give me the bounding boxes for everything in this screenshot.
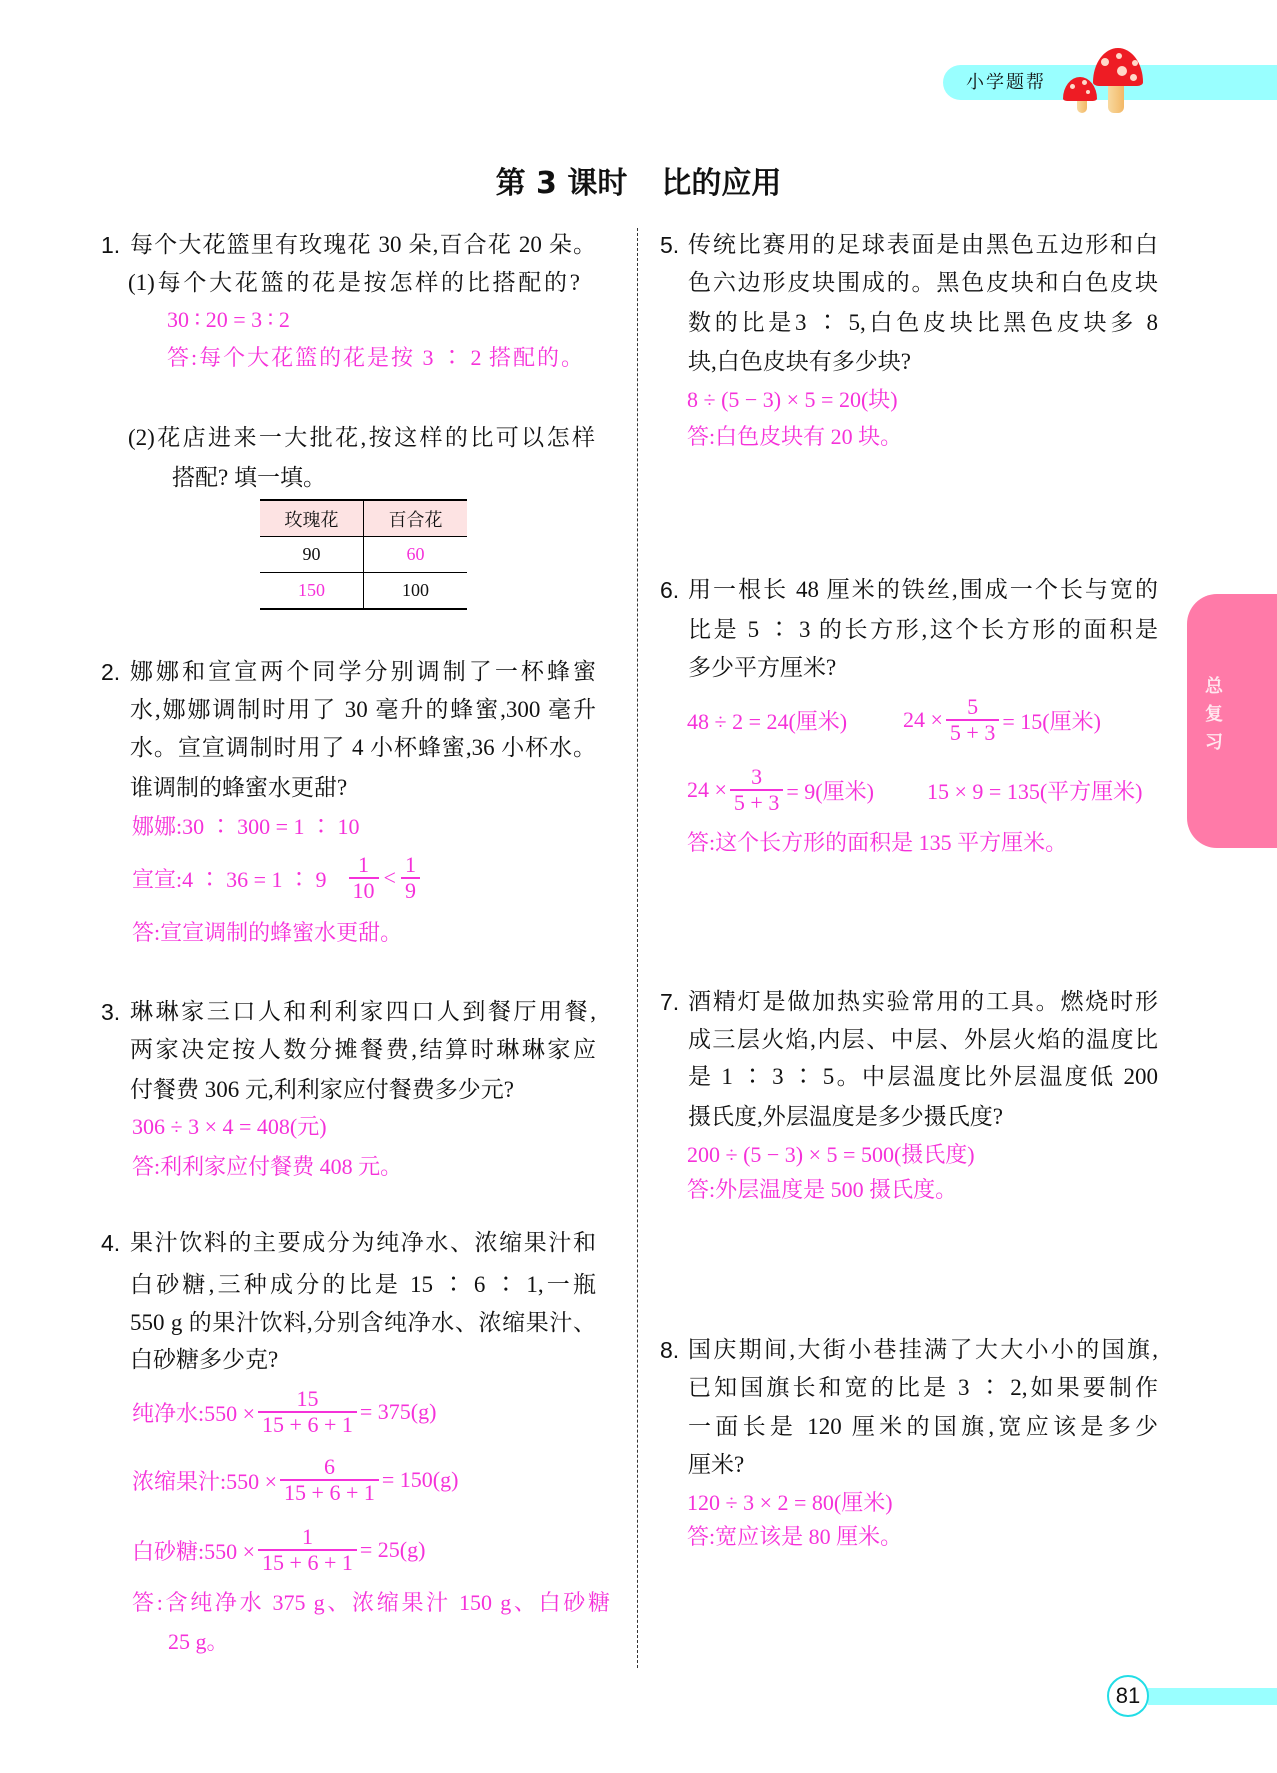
answer-conclusion: 答:含纯净水 375 g、浓缩果汁 150 g、白砂糖 [132, 1590, 610, 1615]
work-suffix: = 150(g) [381, 1467, 459, 1492]
fraction-denominator: 15 + 6 + 1 [258, 1411, 357, 1437]
question-text: 白砂糖多少克? [130, 1347, 279, 1372]
fraction [946, 695, 999, 745]
question-text: 已知国旗长和宽的比是 3 ∶ 2,如果要制作 [688, 1375, 1158, 1400]
problem-number: 6. [660, 577, 680, 603]
problem-number: 2. [101, 659, 121, 685]
fraction [401, 853, 420, 903]
answer-work [687, 765, 874, 815]
problem-number: 5. [660, 232, 680, 258]
work-prefix: 纯净水:550 × [132, 1400, 256, 1426]
question-text: 酒精灯是做加热实验常用的工具。燃烧时形 [688, 989, 1158, 1014]
column-header-lily: 百合花 [364, 500, 468, 537]
work-step: 15 × 9 = 135(平方厘米) [927, 778, 1143, 804]
subquestion-text: (2)花店进来一大批花,按这样的比可以怎样 [128, 425, 595, 450]
topic-label: 比的应用 [661, 166, 782, 201]
fraction-numerator: 15 [296, 1386, 319, 1411]
table-cell: 100 [364, 573, 468, 610]
subquestion-text: (1)每个大花篮的花是按怎样的比搭配的? [128, 270, 580, 295]
fraction-numerator: 1 [358, 852, 370, 877]
problem-number: 4. [101, 1230, 121, 1256]
work-suffix: = 9(厘米) [786, 778, 874, 804]
question-text: 付餐费 306 元,利利家应付餐费多少元? [130, 1077, 514, 1102]
answer-conclusion: 答:宣宣调制的蜂蜜水更甜。 [132, 920, 403, 945]
question-text: 块,白色皮块有多少块? [688, 349, 911, 374]
page-title [0, 166, 1277, 202]
work-suffix: = 25(g) [359, 1537, 426, 1562]
answer-conclusion: 答:外层温度是 500 摄氏度。 [687, 1177, 958, 1202]
question-text: 白砂糖,三种成分的比是 15 ∶ 6 ∶ 1,一瓶 [130, 1272, 596, 1297]
section-side-tab-label: 总复习 [1202, 676, 1223, 760]
answer-conclusion: 25 g。 [168, 1629, 229, 1654]
answer-work [927, 765, 1142, 815]
question-text: 比是 5 ∶ 3 的长方形,这个长方形的面积是 [688, 617, 1158, 642]
table-header-row [260, 500, 467, 537]
answer-work: 8 ÷ (5 − 3) × 5 = 20(块) [687, 387, 898, 412]
problem-number: 7. [660, 989, 680, 1015]
answer-work-comparison [132, 853, 423, 903]
page-number-bar [1148, 1688, 1277, 1705]
fraction-numerator: 3 [751, 764, 763, 789]
work-prefix: 24 × [687, 777, 727, 802]
work-suffix: = 375(g) [359, 1399, 437, 1424]
answer-conclusion: 答:这个长方形的面积是 135 平方厘米。 [687, 830, 1068, 855]
fraction [349, 853, 379, 903]
question-text: 一面长是 120 厘米的国旗,宽应该是多少 [688, 1414, 1158, 1439]
problem-number: 8. [660, 1337, 680, 1363]
question-text: 用一根长 48 厘米的铁丝,围成一个长与宽的 [688, 577, 1158, 602]
answer-work: 120 ÷ 3 × 2 = 80(厘米) [687, 1490, 893, 1515]
problem-number: 1. [101, 232, 121, 258]
question-text: 传统比赛用的足球表面是由黑色五边形和白 [688, 232, 1158, 257]
answer-work [132, 1525, 425, 1575]
lesson-label: 第 3 课时 [495, 166, 628, 201]
comparison-operator: < [383, 865, 396, 890]
answer-conclusion: 答:白色皮块有 20 块。 [687, 424, 903, 449]
answer-conclusion: 答:利利家应付餐费 408 元。 [132, 1154, 403, 1179]
fraction-denominator: 5 + 3 [730, 789, 783, 815]
question-text: 多少平方厘米? [688, 655, 837, 680]
answer-work: 娜娜:30 ∶ 300 = 1 ∶ 10 [132, 814, 360, 839]
question-text: 娜娜和宣宣两个同学分别调制了一杯蜂蜜 [130, 659, 596, 684]
fraction-denominator: 15 + 6 + 1 [280, 1479, 379, 1505]
answer-work [132, 1455, 458, 1505]
work-prefix: 白砂糖:550 × [132, 1538, 256, 1564]
question-text: 成三层火焰,内层、中层、外层火焰的温度比 [688, 1027, 1158, 1052]
fraction-numerator: 1 [301, 1524, 313, 1549]
subquestion-text: 搭配? 填一填。 [172, 465, 326, 490]
question-text: 国庆期间,大街小巷挂满了大大小小的国旗, [688, 1337, 1158, 1362]
answer-work [132, 1387, 436, 1437]
fraction [280, 1455, 379, 1505]
question-text: 两家决定按人数分摊餐费,结算时琳琳家应 [130, 1037, 596, 1062]
fraction-denominator: 10 [349, 877, 379, 903]
table-cell-answer: 60 [364, 537, 468, 573]
answer-work [687, 695, 847, 745]
answer-work: 200 ÷ (5 − 3) × 5 = 500(摄氏度) [687, 1142, 975, 1167]
column-header-rose: 玫瑰花 [284, 509, 339, 530]
table-row [260, 537, 467, 573]
answer-work: 306 ÷ 3 × 4 = 408(元) [132, 1114, 327, 1139]
answer-work: 30 ∶ 20 = 3 ∶ 2 [167, 307, 290, 332]
fraction-numerator: 6 [323, 1454, 335, 1479]
work-prefix: 24 × [903, 707, 943, 732]
fraction [258, 1525, 357, 1575]
table-row [260, 573, 467, 610]
answer-conclusion: 答:宽应该是 80 厘米。 [687, 1524, 903, 1549]
question-text: 水,娜娜调制时用了 30 毫升的蜂蜜,300 毫升 [130, 697, 596, 722]
fraction [258, 1387, 357, 1437]
answer-work: 宣宣:4 ∶ 36 = 1 ∶ 9 [132, 866, 327, 892]
question-text: 厘米? [688, 1452, 745, 1477]
work-suffix: = 15(厘米) [1002, 708, 1101, 734]
work-prefix: 浓缩果汁:550 × [132, 1468, 278, 1494]
fraction-denominator: 15 + 6 + 1 [258, 1549, 357, 1575]
answer-work [903, 695, 1101, 745]
question-text: 是 1 ∶ 3 ∶ 5。中层温度比外层温度低 200 [688, 1064, 1158, 1089]
question-text: 数的比是3 ∶ 5,白色皮块比黑色皮块多 8 [688, 310, 1158, 335]
fraction-numerator: 5 [967, 694, 979, 719]
ratio-table [260, 499, 467, 610]
work-step: 48 ÷ 2 = 24(厘米) [687, 708, 848, 734]
question-text: 每个大花篮里有玫瑰花 30 朵,百合花 20 朵。 [130, 232, 596, 257]
fraction-denominator: 9 [401, 877, 420, 903]
brand-label: 小学题帮 [966, 72, 1046, 93]
fraction [730, 765, 783, 815]
column-divider [637, 228, 638, 1668]
fraction-numerator: 1 [404, 852, 416, 877]
question-text: 色六边形皮块围成的。黑色皮块和白色皮块 [688, 270, 1158, 295]
table-cell: 90 [302, 544, 321, 564]
table-cell-answer: 150 [298, 580, 325, 600]
problem-number: 3. [101, 999, 121, 1025]
question-text: 水。宣宣调制时用了 4 小杯蜂蜜,36 小杯水。 [130, 735, 596, 760]
page-number: 81 [1107, 1675, 1149, 1717]
question-text: 果汁饮料的主要成分为纯净水、浓缩果汁和 [130, 1230, 596, 1255]
fraction-denominator: 5 + 3 [946, 719, 999, 745]
question-text: 谁调制的蜂蜜水更甜? [130, 775, 348, 800]
question-text: 摄氏度,外层温度是多少摄氏度? [688, 1104, 1003, 1129]
question-text: 琳琳家三口人和利利家四口人到餐厅用餐, [130, 999, 596, 1024]
question-text: 550 g 的果汁饮料,分别含纯净水、浓缩果汁、 [130, 1310, 596, 1335]
answer-conclusion: 答:每个大花篮的花是按 3 ∶ 2 搭配的。 [167, 345, 583, 370]
